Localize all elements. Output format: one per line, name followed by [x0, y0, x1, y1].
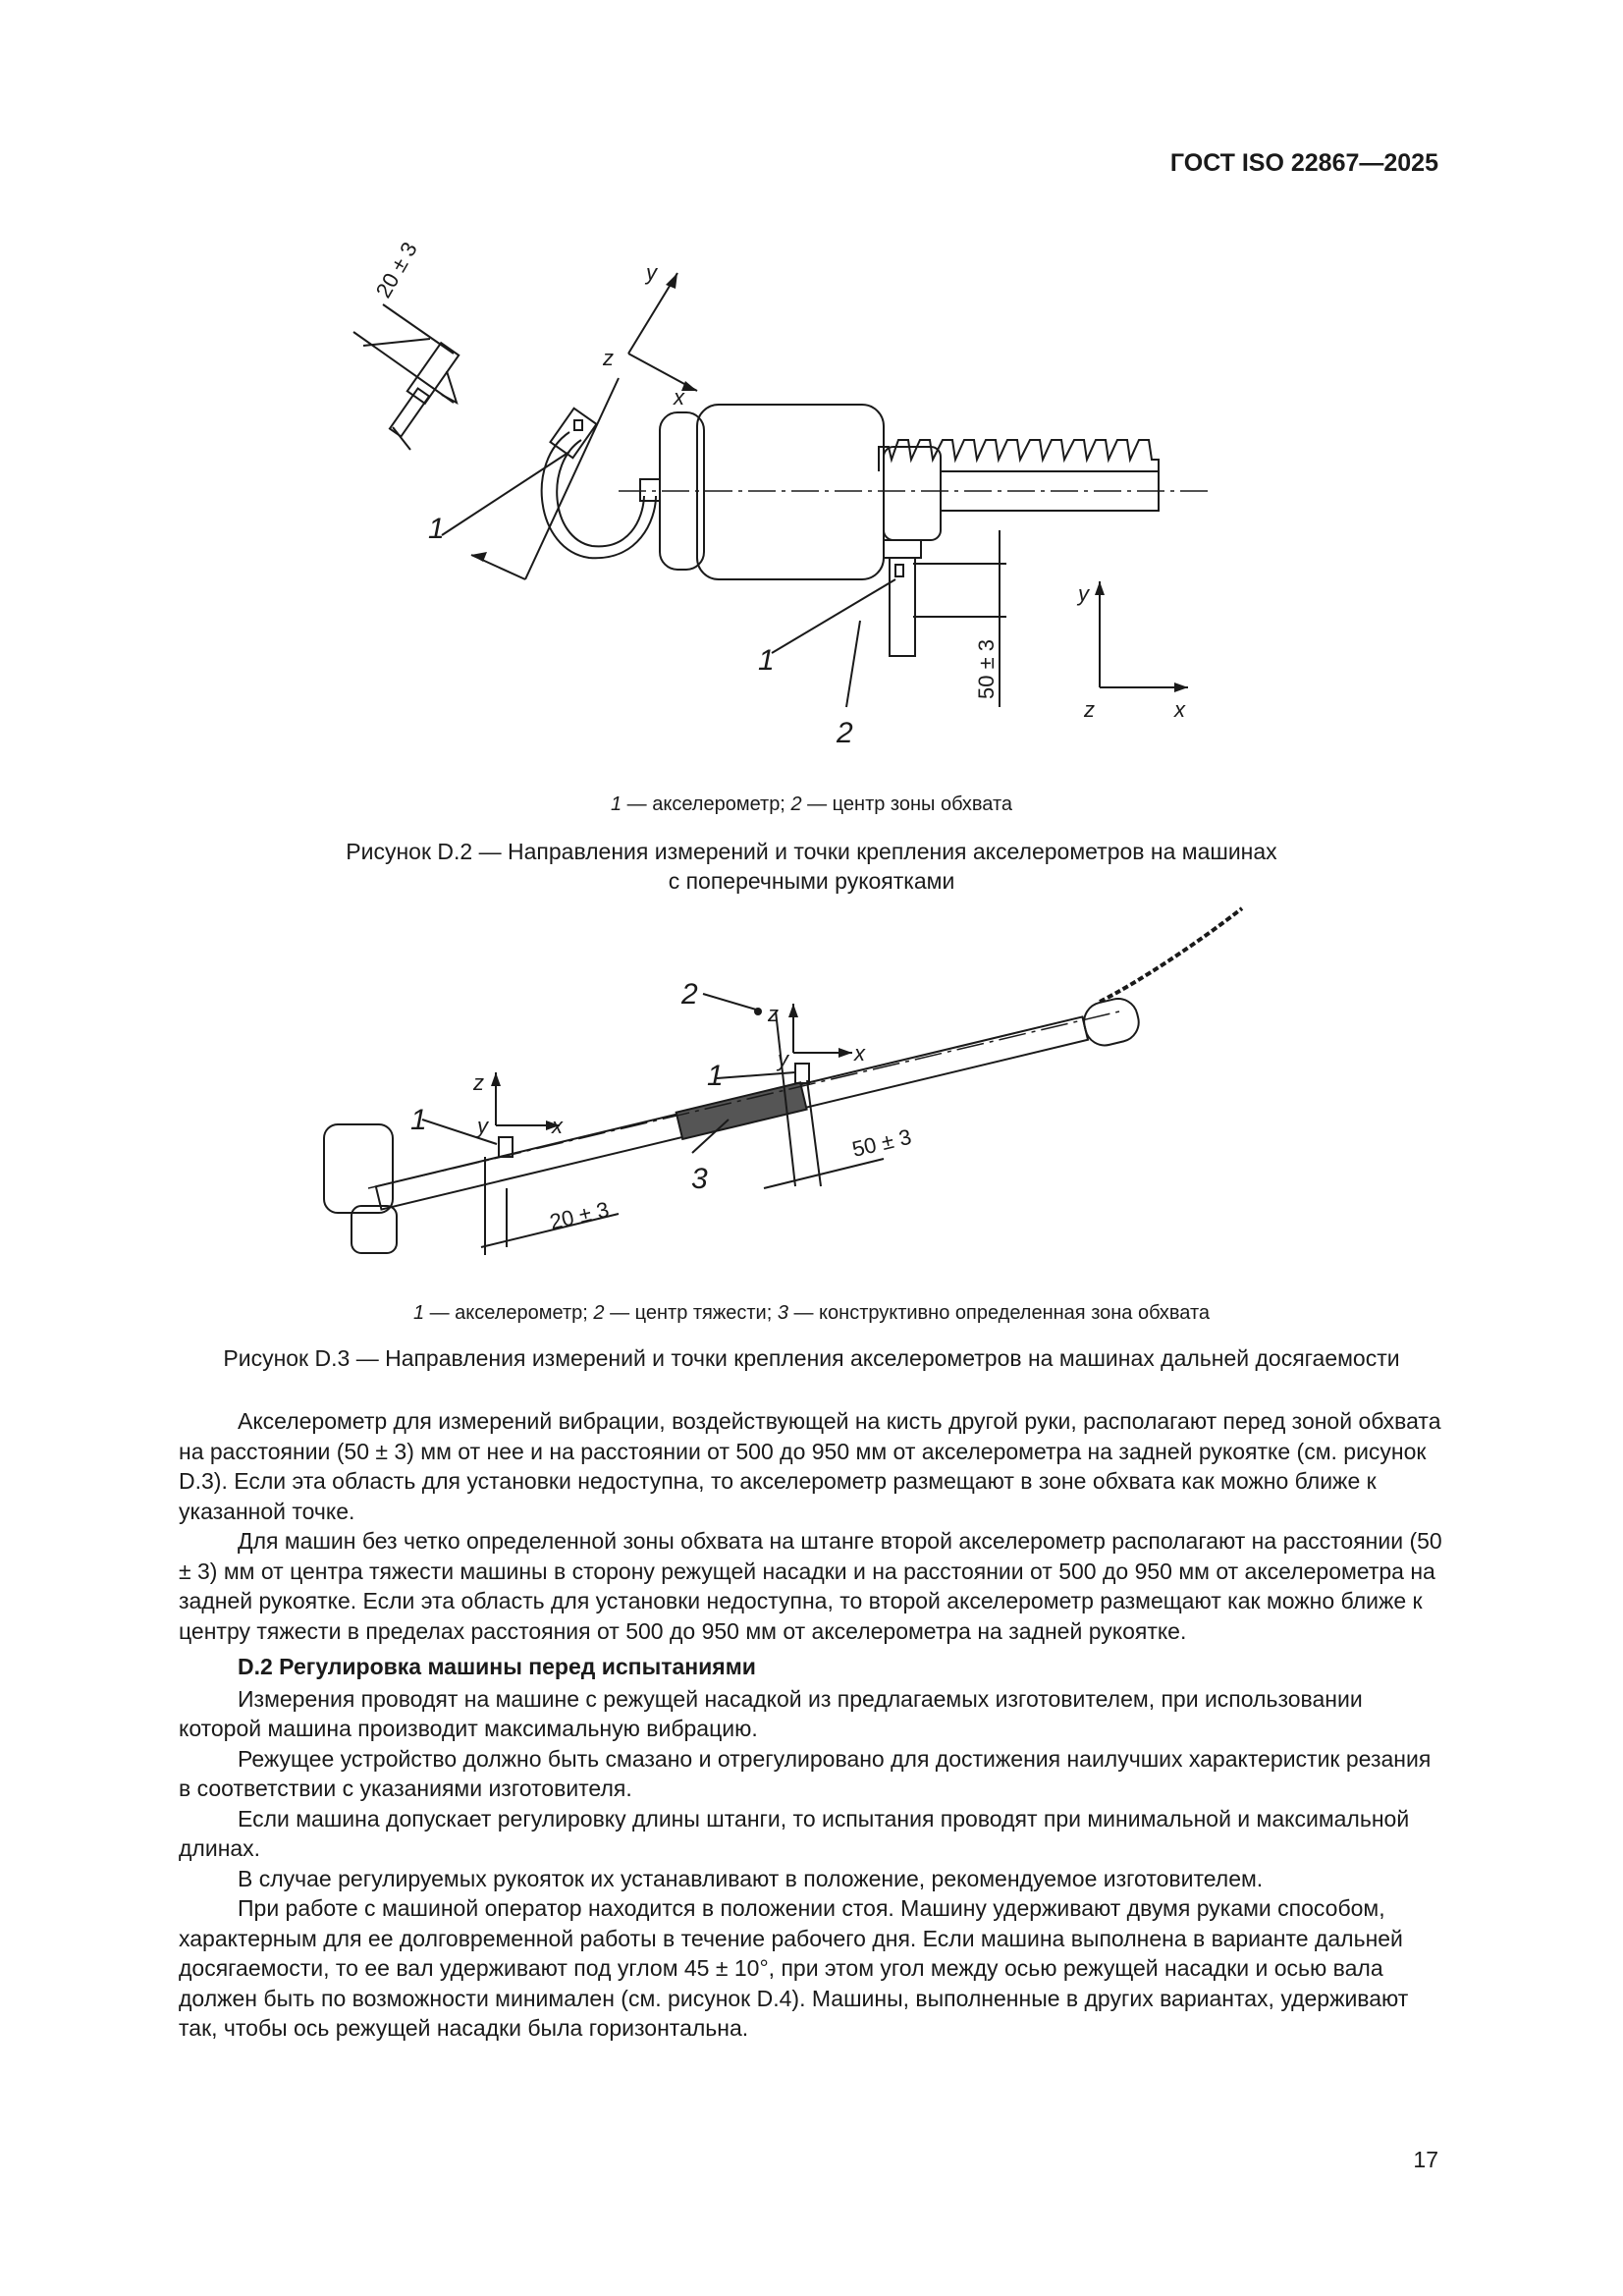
paragraph-6: В случае регулируемых рукояток их устанавливают в положение, рекомендуемое изготовителем. [238, 1865, 1264, 1891]
figure-d2-caption: Рисунок D.2 — Направления измерений и точки крепления акселерометров на машинах с поперечными рукоятками [346, 839, 1277, 894]
d3-dim-20-label: 20 ± 3 [547, 1196, 612, 1234]
figure-d3 [0, 903, 1623, 1296]
paragraph-1: Акселерометр для измерений вибрации, воздействующей на кисть другой руки, располагают перед зоной обхвата на расстоянии (50 ± 3) мм от нее и на расстоянии от 500 до 950 мм от акселерометра на задней рукоятке (см. рисунок D.3). Если эта область для установки недоступна, то акселерометр размещают в зоне обхвата как можно ближе к указанной точке. [179, 1408, 1441, 1524]
d3-axis-y-left: y [477, 1114, 488, 1138]
figure-d2 [0, 226, 1623, 776]
axis-x-label: x [674, 385, 684, 410]
callout-1a: 1 [428, 513, 445, 545]
dim-20-label: 20 ± 3 [370, 238, 422, 302]
section-heading-d2: D.2 Регулировка машины перед испытаниями [238, 1654, 756, 1679]
page-number: 17 [1413, 2147, 1438, 2172]
d3-axis-z-left: z [473, 1070, 484, 1095]
figure-d3-caption: Рисунок D.3 — Направления измерений и точки крепления акселерометров на машинах дальней досягаемости [223, 1345, 1400, 1371]
figure-d2-drawing [0, 226, 1623, 776]
axis-z-label-2: z [1084, 697, 1095, 722]
d3-callout-1b: 1 [707, 1060, 724, 1092]
paragraph-3: Измерения проводят на машине с режущей насадкой из предлагаемых изготовителем, при использовании которой машина производит максимальную вибрацию. [179, 1685, 1363, 1741]
document-header: ГОСТ ISO 22867—2025 [1169, 149, 1438, 177]
paragraph-5: Если машина допускает регулировку длины штанги, то испытания проводят при минимальной и максимальной длинах. [179, 1805, 1410, 1861]
d3-callout-2: 2 [681, 978, 698, 1011]
dim-50-label: 50 ± 3 [974, 638, 999, 699]
figure-d3-drawing [0, 903, 1623, 1296]
d3-axis-x-left: x [552, 1114, 563, 1138]
axis-z-label: z [603, 346, 614, 370]
d3-callout-3: 3 [691, 1163, 708, 1195]
figure-d3-legend: 1 — акселерометр; 2 — центр тяжести; 3 — конструктивно определенная зона обхвата [412, 1302, 1211, 1324]
callout-2: 2 [837, 717, 853, 749]
callout-1b: 1 [758, 644, 775, 677]
axis-y-label-2: y [1078, 581, 1089, 606]
d3-dim-50-label: 50 ± 3 [849, 1123, 914, 1162]
figure-d2-legend: 1 — акселерометр; 2 — центр зоны обхвата [610, 793, 1013, 815]
paragraph-2: Для машин без четко определенной зоны обхвата на штанге второй акселерометр располагают на расстоянии (50 ± 3) мм от центра тяжести машины в сторону режущей насадки и на расстоянии от 500 до 950 мм от акселерометра на задней рукоятке. Если эта область для установки недоступна, то второй акселерометр размещают как можно ближе к центру тяжести в пределах расстояния от 500 до 950 мм от акселерометра на задней рукоятке. [179, 1528, 1442, 1644]
d3-axis-z-right: z [768, 1002, 779, 1026]
d3-axis-x-right: x [854, 1041, 865, 1066]
body-text [179, 1406, 1445, 2044]
axis-x-label-2: x [1174, 697, 1185, 722]
paragraph-4: Режущее устройство должно быть смазано и отрегулировано для достижения наилучших характеристик резания в соответствии с указаниями изготовителя. [179, 1745, 1432, 1801]
d3-callout-1a: 1 [410, 1104, 427, 1136]
d3-axis-y-right: y [778, 1047, 788, 1071]
axis-y-label: y [646, 260, 657, 285]
paragraph-7: При работе с машиной оператор находится в положении стоя. Машину удерживают двумя руками способом, характерным для ее долговременной работы в течение рабочего дня. Если машина выполнена в варианте дальней досягаемости, то ее вал удерживают под углом 45 ± 10°, при этом угол между осью режущей насадки и осью вала должен быть по возможности минимален (см. рисунок D.4). Машины, выполненные в других вариантах, удерживают так, чтобы ось режущей насадки была горизонтальна. [179, 1895, 1409, 2041]
